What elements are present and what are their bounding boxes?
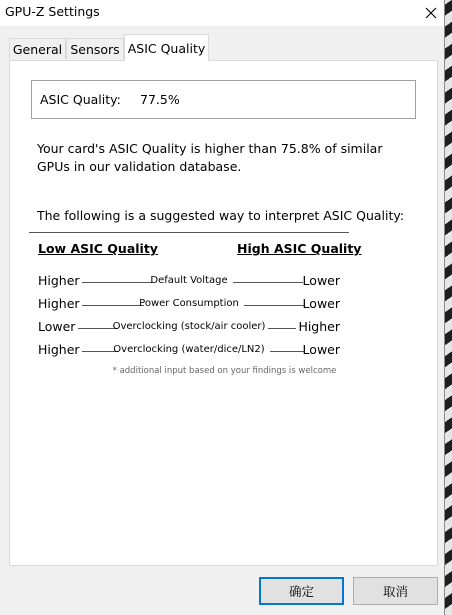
row-low-value: Higher bbox=[38, 296, 80, 311]
window-title: GPU-Z Settings bbox=[5, 4, 100, 19]
row-low-value: Higher bbox=[38, 273, 80, 288]
row-line-right bbox=[270, 351, 304, 352]
row-high-value: Lower bbox=[302, 296, 340, 311]
tab-sensors-label: Sensors bbox=[70, 41, 120, 57]
ok-button-label: 确定 bbox=[288, 584, 314, 599]
divider bbox=[29, 232, 349, 233]
row-high-value: Higher bbox=[298, 319, 340, 334]
interpret-row-overclocking-ln2 bbox=[38, 342, 340, 360]
interpret-row-overclocking-air bbox=[38, 319, 340, 337]
low-asic-header: Low ASIC Quality bbox=[38, 241, 158, 256]
tab-sensors[interactable] bbox=[66, 38, 124, 59]
footnote: * additional input based on your findings is welcome bbox=[112, 366, 337, 376]
tab-asic-quality[interactable] bbox=[124, 34, 209, 61]
row-high-value: Lower bbox=[302, 273, 340, 288]
row-label: Default Voltage bbox=[150, 275, 228, 286]
ok-button[interactable] bbox=[259, 577, 344, 605]
row-low-value: Lower bbox=[38, 319, 76, 334]
close-icon bbox=[425, 7, 437, 19]
asic-quality-panel bbox=[9, 60, 438, 566]
tab-strip bbox=[0, 34, 444, 60]
row-high-value: Lower bbox=[302, 342, 340, 357]
row-line-right bbox=[233, 282, 303, 283]
row-label: Overclocking (water/dice/LN2) bbox=[113, 344, 265, 355]
row-line-right bbox=[244, 305, 304, 306]
interpret-row-default-voltage bbox=[38, 273, 340, 291]
high-asic-header: High ASIC Quality bbox=[237, 241, 362, 256]
asic-quality-label: ASIC Quality: bbox=[40, 92, 121, 107]
cancel-button[interactable] bbox=[353, 577, 438, 605]
row-line-right bbox=[268, 328, 296, 329]
tab-general[interactable] bbox=[9, 38, 66, 59]
row-low-value: Higher bbox=[38, 342, 80, 357]
title-bar bbox=[0, 0, 444, 26]
close-button[interactable] bbox=[418, 2, 444, 24]
interpret-heading: The following is a suggested way to interpret ASIC Quality: bbox=[37, 208, 405, 223]
cancel-button-label: 取消 bbox=[382, 584, 408, 599]
asic-description: Your card's ASIC Quality is higher than 75.8% of similar GPUs in our validation database. bbox=[37, 141, 383, 174]
asic-quality-value: 77.5% bbox=[140, 92, 180, 107]
row-label: Overclocking (stock/air cooler) bbox=[112, 321, 266, 332]
tab-general-label: General bbox=[12, 41, 63, 57]
asic-quality-box bbox=[31, 80, 416, 119]
interpret-row-power-consumption bbox=[38, 296, 340, 314]
tab-asic-quality-label: ASIC Quality bbox=[127, 40, 206, 56]
row-label: Power Consumption bbox=[139, 298, 239, 309]
